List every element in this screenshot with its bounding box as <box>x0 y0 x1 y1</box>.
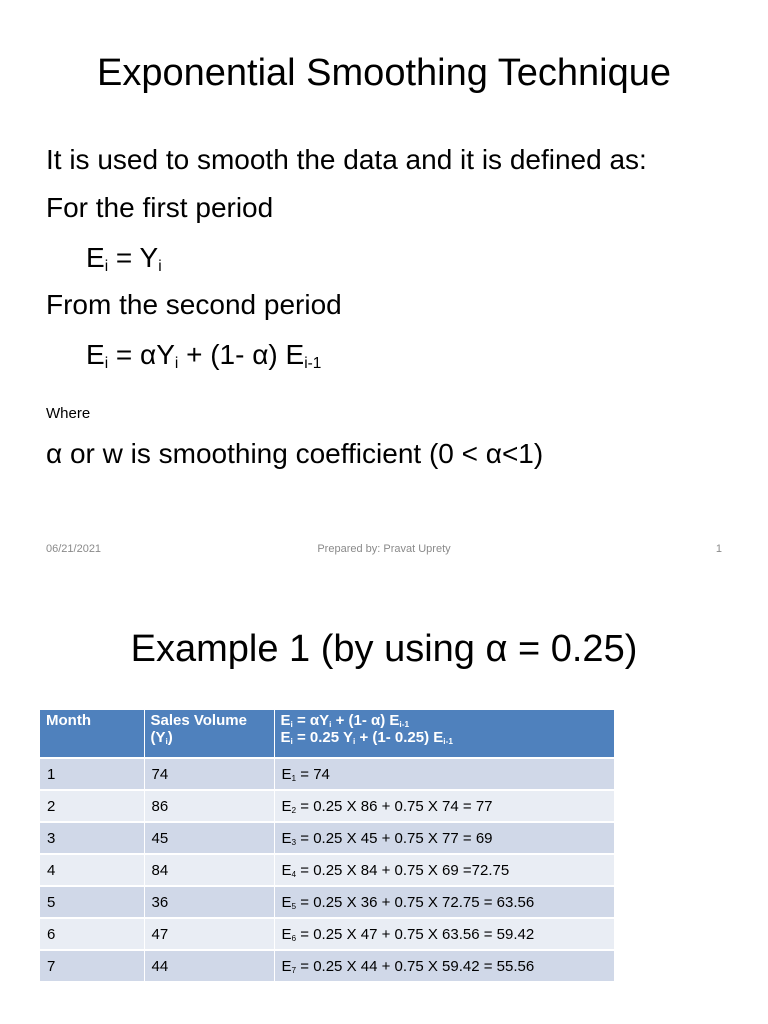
table-row <box>40 950 615 981</box>
table-row <box>40 918 615 950</box>
header-month: Month <box>40 710 144 758</box>
cell-sales: 36 <box>144 886 274 918</box>
cell-sales: 47 <box>144 918 274 950</box>
cell-month: 4 <box>40 854 144 886</box>
cell-calculation: $E_2 = 0.25$ X 86 + 0.75 X 74 = 77 <box>274 790 615 822</box>
cell-sales: 84 <box>144 854 274 886</box>
slide-2 <box>0 576 768 1024</box>
cell-calculation: $E_3 = 0.25$ X 45 + 0.75 X 77 = 69 <box>274 822 615 854</box>
formula-second-period: $E_i = \alpha Y_i + (1-$ α) $E_{i-1}$ <box>86 339 322 372</box>
footer-author: Prepared by: Pravat Uprety <box>317 543 451 555</box>
table-row <box>40 854 615 886</box>
table-row <box>40 822 615 854</box>
cell-month: 2 <box>40 790 144 822</box>
formula-first-period: $E_i = Y_i$ <box>86 242 162 275</box>
where-label: Where <box>46 405 91 422</box>
footer-page-number: 1 <box>715 543 722 555</box>
first-period-label: For the first period <box>46 192 274 223</box>
cell-sales: 44 <box>144 950 274 981</box>
slide-1-title: Exponential Smoothing Technique <box>97 52 671 94</box>
table-header-row <box>40 710 615 758</box>
cell-month: 6 <box>40 918 144 950</box>
table-row <box>40 758 615 790</box>
cell-month: 7 <box>40 950 144 981</box>
cell-calculation: $E_5 = 0.25$ X 36 + 0.75 X 72.75 = 63.56 <box>274 886 615 918</box>
second-period-label: From the second period <box>46 289 342 320</box>
table-row <box>40 790 615 822</box>
cell-sales: 86 <box>144 790 274 822</box>
cell-calculation: $E_7 = 0.25$ X 44 + 0.75 X 59.42 = 55.56 <box>274 950 615 981</box>
cell-calculation: $E_4 = 0.25$ X 84 + 0.75 X 69 =72.75 <box>274 854 615 886</box>
cell-month: 5 <box>40 886 144 918</box>
coefficient-text: α or w is smoothing coefficient (0 < α<1) <box>46 438 544 469</box>
cell-month: 3 <box>40 822 144 854</box>
header-formula: $E_i = \alpha Y_i + (1-$ α) $E_{i-1}$ $E_i = 0.25$ $Y_i + (1-$ 0.25) $E_{i-1}$ <box>274 710 615 758</box>
cell-sales: 45 <box>144 822 274 854</box>
cell-sales: 74 <box>144 758 274 790</box>
cell-calculation: $E_1 = 74$ <box>274 758 615 790</box>
cell-month: 1 <box>40 758 144 790</box>
footer-date: 06/21/2021 <box>46 543 102 555</box>
smoothing-table <box>40 710 615 981</box>
slide-2-title: Example 1 (by using α = 0.25) <box>130 628 638 670</box>
cell-calculation: $E_6 = 0.25$ X 47 + 0.75 X 63.56 = 59.42 <box>274 918 615 950</box>
header-sales-volume: Sales Volume $(Y_i)$ <box>144 710 274 758</box>
intro-text: It is used to smooth the data and it is defined as: <box>46 144 647 175</box>
table-row <box>40 886 615 918</box>
